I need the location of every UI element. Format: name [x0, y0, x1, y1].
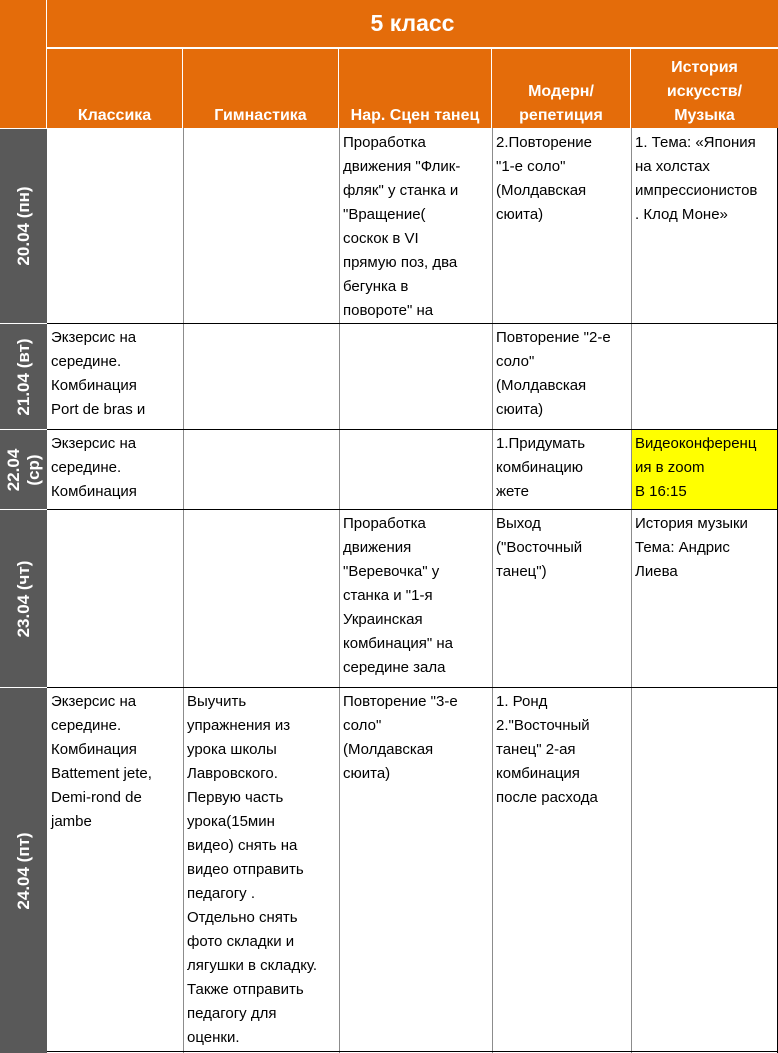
grid-vline — [339, 128, 340, 1053]
day-label-22-04: 22.04 (ср) — [0, 429, 47, 509]
cell-21-04-gymnastics — [183, 323, 339, 429]
class-title: 5 класс — [47, 0, 778, 48]
column-header-art-history: История искусств/ Музыка — [631, 49, 778, 128]
cell-23-04-gymnastics — [183, 509, 339, 687]
cell-24-04-modern: 1. Ронд 2."Восточный танец" 2-ая комбинация после расхода — [496, 693, 598, 806]
cell-23-04-classics — [47, 509, 183, 687]
grid-hline — [47, 509, 778, 510]
cell-20-04-art-history: 1. Тема: «Япония на холстах импрессионистов . Клод Моне» — [635, 134, 758, 223]
day-label-24-04: 24.04 (пт) — [0, 687, 47, 1053]
cell-20-04-classics — [47, 128, 183, 323]
grid-vline — [492, 128, 493, 1053]
day-label-23-04: 23.04 (чт) — [0, 509, 47, 687]
cell-23-04-art-history: История музыки Тема: Андрис Лиева — [635, 515, 748, 580]
cell-24-04-folk-dance: Повторение "3-е соло" (Молдавская сюита) — [343, 693, 458, 782]
cell-22-04-classics: Экзерсис на середине. Комбинация — [51, 435, 137, 500]
column-header-gymnastics: Гимнастика — [183, 49, 339, 128]
cell-21-04-modern: Повторение "2-е соло" (Молдавская сюита) — [496, 329, 611, 418]
cell-23-04-modern: Выход ("Восточный танец") — [496, 515, 583, 580]
column-header-modern: Модерн/ репетиция — [492, 49, 631, 128]
day-label-21-04: 21.04 (вт) — [0, 323, 47, 429]
grid-hline — [47, 429, 778, 430]
grid-hline — [47, 687, 778, 688]
cell-20-04-folk-dance: Проработка движения "Флик- фляк" у станка и "Вращение( соскок в VI прямую поз, два бегунка в повороте" на — [343, 134, 461, 319]
column-header-folk-dance: Нар. Сцен танец — [339, 49, 492, 128]
cell-20-04-modern: 2.Повторение "1-е соло" (Молдавская сюита) — [496, 134, 593, 223]
cell-21-04-art-history — [631, 323, 778, 429]
grid-vline — [183, 128, 184, 1053]
cell-22-04-folk-dance — [339, 429, 492, 509]
day-label-20-04: 20.04 (пн) — [0, 128, 47, 323]
cell-21-04-folk-dance — [339, 323, 492, 429]
column-header-classics: Классика — [47, 49, 183, 128]
cell-22-04-gymnastics — [183, 429, 339, 509]
corner-cell — [0, 0, 47, 128]
cell-24-04-classics: Экзерсис на середине. Комбинация Battement jete, Demi-rond de jambe — [51, 693, 152, 830]
cell-23-04-folk-dance: Проработка движения "Веревочка" у станка и "1-я Украинская комбинация" на середине зала — [343, 515, 454, 676]
grid-hline-bottom — [47, 1051, 778, 1052]
grid-vline — [631, 128, 632, 1053]
cell-24-04-art-history — [631, 687, 778, 1053]
cell-21-04-classics: Экзерсис на середине. Комбинация Port de bras и — [51, 329, 146, 418]
cell-20-04-gymnastics — [183, 128, 339, 323]
cell-24-04-gymnastics: Выучить упражнения из урока школы Лавровского. Первую часть урока(15мин видео) снять на видео отправить педагогу . Отдельно снять фото складки и лягушки в складку. Также отправить педагогу для оценки. — [187, 693, 318, 1046]
grid-hline — [47, 323, 778, 324]
cell-22-04-modern: 1.Придумать комбинацию жете — [496, 435, 586, 500]
cell-22-04-art-history-zoom: Видеоконференц ия в zoom В 16:15 — [631, 429, 778, 509]
